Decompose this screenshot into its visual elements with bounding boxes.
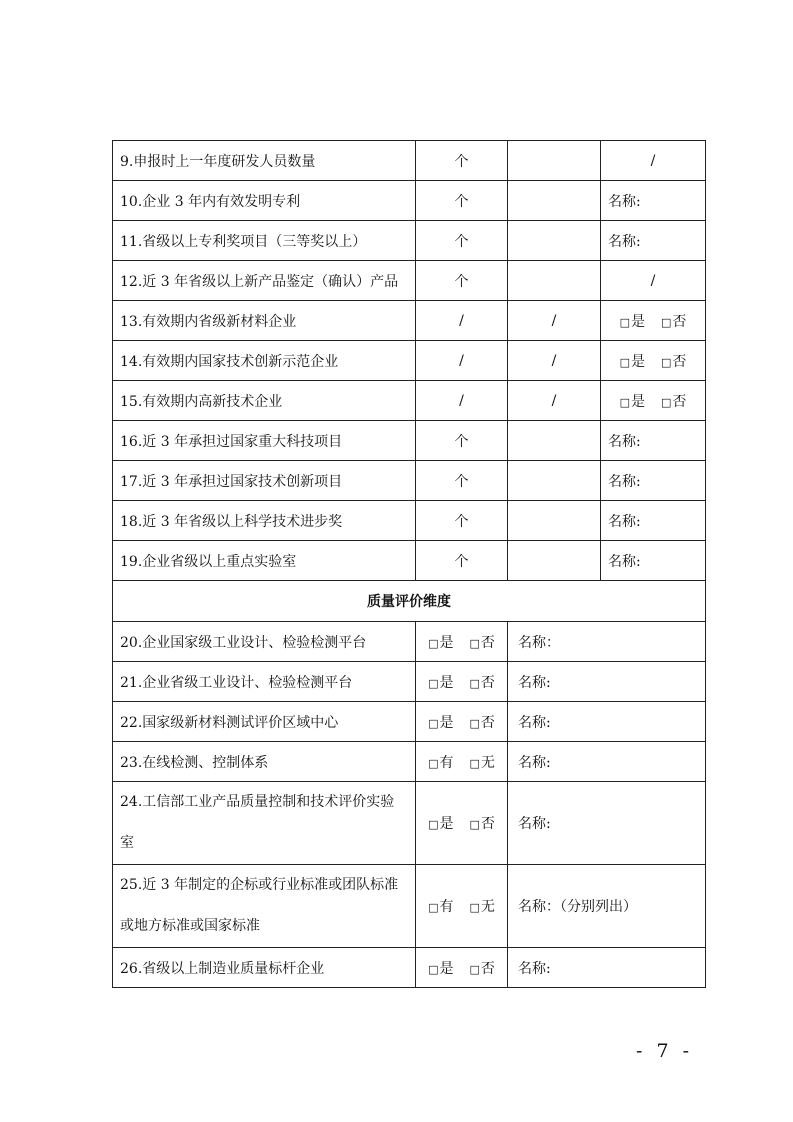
name-cell[interactable]: 名称: xyxy=(601,421,706,461)
checkbox-no[interactable]: □否 xyxy=(469,960,495,977)
checkbox-icon: □ xyxy=(469,676,480,690)
name-cell[interactable]: 名称：（分别列出） xyxy=(508,865,706,948)
name-cell[interactable]: 名称: xyxy=(508,782,706,865)
name-cell[interactable]: 名称: xyxy=(508,702,706,742)
table-row xyxy=(113,381,706,421)
unit-cell: / xyxy=(416,341,508,381)
checkbox-no[interactable]: □否 xyxy=(661,353,687,370)
checkbox-yes[interactable]: □是 xyxy=(428,960,454,977)
unit-cell: / xyxy=(416,301,508,341)
checkbox-icon: □ xyxy=(428,676,439,690)
row-label: 13.有效期内省级新材料企业 xyxy=(113,301,416,341)
row-label: 14.有效期内国家技术创新示范企业 xyxy=(113,341,416,381)
row-label: 20.企业国家级工业设计、检验检测平台 xyxy=(113,622,416,662)
row-label: 17.近 3 年承担过国家技术创新项目 xyxy=(113,461,416,501)
unit-cell: 个 xyxy=(416,181,508,221)
value-cell[interactable] xyxy=(508,181,601,221)
checkbox-icon: □ xyxy=(428,756,439,770)
checkbox-icon: □ xyxy=(661,395,672,409)
row-label: 11.省级以上专利奖项目（三等奖以上） xyxy=(113,221,416,261)
value-cell[interactable] xyxy=(508,261,601,301)
table-row xyxy=(113,702,706,742)
checkbox-no[interactable]: □否 xyxy=(469,634,495,651)
yes-no-cell xyxy=(416,662,508,702)
row-label: 10.企业 3 年内有效发明专利 xyxy=(113,181,416,221)
yes-no-cell xyxy=(416,865,508,948)
row-label: 19.企业省级以上重点实验室 xyxy=(113,541,416,581)
checkbox-no[interactable]: □否 xyxy=(469,674,495,691)
table-row xyxy=(113,865,706,948)
table-row xyxy=(113,421,706,461)
checkbox-icon: □ xyxy=(661,355,672,369)
table-row xyxy=(113,461,706,501)
checkbox-no[interactable]: □否 xyxy=(661,393,687,410)
row-label: 21.企业省级工业设计、检验检测平台 xyxy=(113,662,416,702)
table-row xyxy=(113,181,706,221)
checkbox-icon: □ xyxy=(469,756,480,770)
value-cell: / xyxy=(508,301,601,341)
value-cell[interactable] xyxy=(508,221,601,261)
value-cell[interactable] xyxy=(508,501,601,541)
checkbox-icon: □ xyxy=(428,716,439,730)
checkbox-no[interactable]: □无 xyxy=(469,899,495,915)
yes-no-cell xyxy=(416,742,508,782)
unit-cell: 个 xyxy=(416,541,508,581)
checkbox-yes[interactable]: □有 xyxy=(428,754,454,771)
unit-cell: / xyxy=(416,381,508,421)
section-header-row xyxy=(113,581,706,622)
row-label: 23.在线检测、控制体系 xyxy=(113,742,416,782)
name-cell[interactable]: 名称: xyxy=(601,181,706,221)
name-cell[interactable]: 名称: xyxy=(601,221,706,261)
value-cell[interactable] xyxy=(508,141,601,181)
checkbox-icon: □ xyxy=(469,962,480,976)
unit-cell: 个 xyxy=(416,421,508,461)
name-cell[interactable]: 名称: xyxy=(601,541,706,581)
checkbox-icon: □ xyxy=(469,716,480,730)
row-label: 9.申报时上一年度研发人员数量 xyxy=(113,141,416,181)
checkbox-icon: □ xyxy=(428,901,439,914)
table-row xyxy=(113,948,706,988)
row-label: 15.有效期内高新技术企业 xyxy=(113,381,416,421)
checkbox-no[interactable]: □否 xyxy=(469,714,495,731)
checkbox-yes[interactable]: □是 xyxy=(619,313,645,330)
table-row xyxy=(113,261,706,301)
yes-no-cell xyxy=(601,301,706,341)
checkbox-yes[interactable]: □是 xyxy=(619,393,645,410)
remark-cell: / xyxy=(601,261,706,301)
name-cell[interactable]: 名称： xyxy=(508,622,706,662)
unit-cell: 个 xyxy=(416,461,508,501)
unit-cell: 个 xyxy=(416,261,508,301)
checkbox-icon: □ xyxy=(661,315,672,329)
row-label: 24.工信部工业产品质量控制和技术评价实验 室 xyxy=(113,782,416,865)
checkbox-icon: □ xyxy=(469,818,480,831)
yes-no-cell xyxy=(416,948,508,988)
unit-cell: 个 xyxy=(416,501,508,541)
checkbox-icon: □ xyxy=(619,355,630,369)
name-cell[interactable]: 名称: xyxy=(601,501,706,541)
table-row xyxy=(113,141,706,181)
table-row xyxy=(113,301,706,341)
remark-cell: / xyxy=(601,141,706,181)
value-cell[interactable] xyxy=(508,541,601,581)
checkbox-yes[interactable]: □是 xyxy=(428,714,454,731)
checkbox-yes[interactable]: □是 xyxy=(428,674,454,691)
checkbox-yes[interactable]: □有 xyxy=(428,899,454,915)
table-row xyxy=(113,622,706,662)
checkbox-yes[interactable]: □是 xyxy=(428,634,454,651)
name-cell[interactable]: 名称: xyxy=(601,461,706,501)
checkbox-icon: □ xyxy=(428,636,439,650)
table-row xyxy=(113,221,706,261)
name-cell[interactable]: 名称: xyxy=(508,742,706,782)
row-label: 25.近 3 年制定的企标或行业标准或团队标准 或地方标准或国家标准 xyxy=(113,865,416,948)
row-label: 18.近 3 年省级以上科学技术进步奖 xyxy=(113,501,416,541)
checkbox-icon: □ xyxy=(428,962,439,976)
value-cell: / xyxy=(508,341,601,381)
checkbox-icon: □ xyxy=(469,636,480,650)
row-label: 12.近 3 年省级以上新产品鉴定（确认）产品 xyxy=(113,261,416,301)
value-cell[interactable] xyxy=(508,461,601,501)
checkbox-yes[interactable]: □是 xyxy=(619,353,645,370)
table-row xyxy=(113,782,706,865)
checkbox-icon: □ xyxy=(428,818,439,831)
table-row xyxy=(113,341,706,381)
yes-no-cell xyxy=(416,622,508,662)
checkbox-yes[interactable]: □是 xyxy=(428,816,454,832)
yes-no-cell xyxy=(416,702,508,742)
row-label: 16.近 3 年承担过国家重大科技项目 xyxy=(113,421,416,461)
name-cell[interactable]: 名称: xyxy=(508,662,706,702)
checkbox-no[interactable]: □否 xyxy=(661,313,687,330)
checkbox-icon: □ xyxy=(469,901,480,914)
row-label: 22.国家级新材料测试评价区域中心 xyxy=(113,702,416,742)
evaluation-table xyxy=(112,140,706,988)
yes-no-cell xyxy=(601,381,706,421)
yes-no-cell xyxy=(601,341,706,381)
checkbox-no[interactable]: □否 xyxy=(469,816,495,832)
table-row xyxy=(113,742,706,782)
unit-cell: 个 xyxy=(416,141,508,181)
value-cell[interactable] xyxy=(508,421,601,461)
table-row xyxy=(113,541,706,581)
table-row xyxy=(113,662,706,702)
checkbox-icon: □ xyxy=(619,395,630,409)
yes-no-cell xyxy=(416,782,508,865)
checkbox-no[interactable]: □无 xyxy=(469,754,495,771)
page-number: - 7 - xyxy=(636,1040,694,1062)
name-cell[interactable]: 名称: xyxy=(508,948,706,988)
section-title: 质量评价维度 xyxy=(113,581,706,622)
checkbox-icon: □ xyxy=(619,315,630,329)
row-label: 26.省级以上制造业质量标杆企业 xyxy=(113,948,416,988)
table-row xyxy=(113,501,706,541)
value-cell: / xyxy=(508,381,601,421)
unit-cell: 个 xyxy=(416,221,508,261)
